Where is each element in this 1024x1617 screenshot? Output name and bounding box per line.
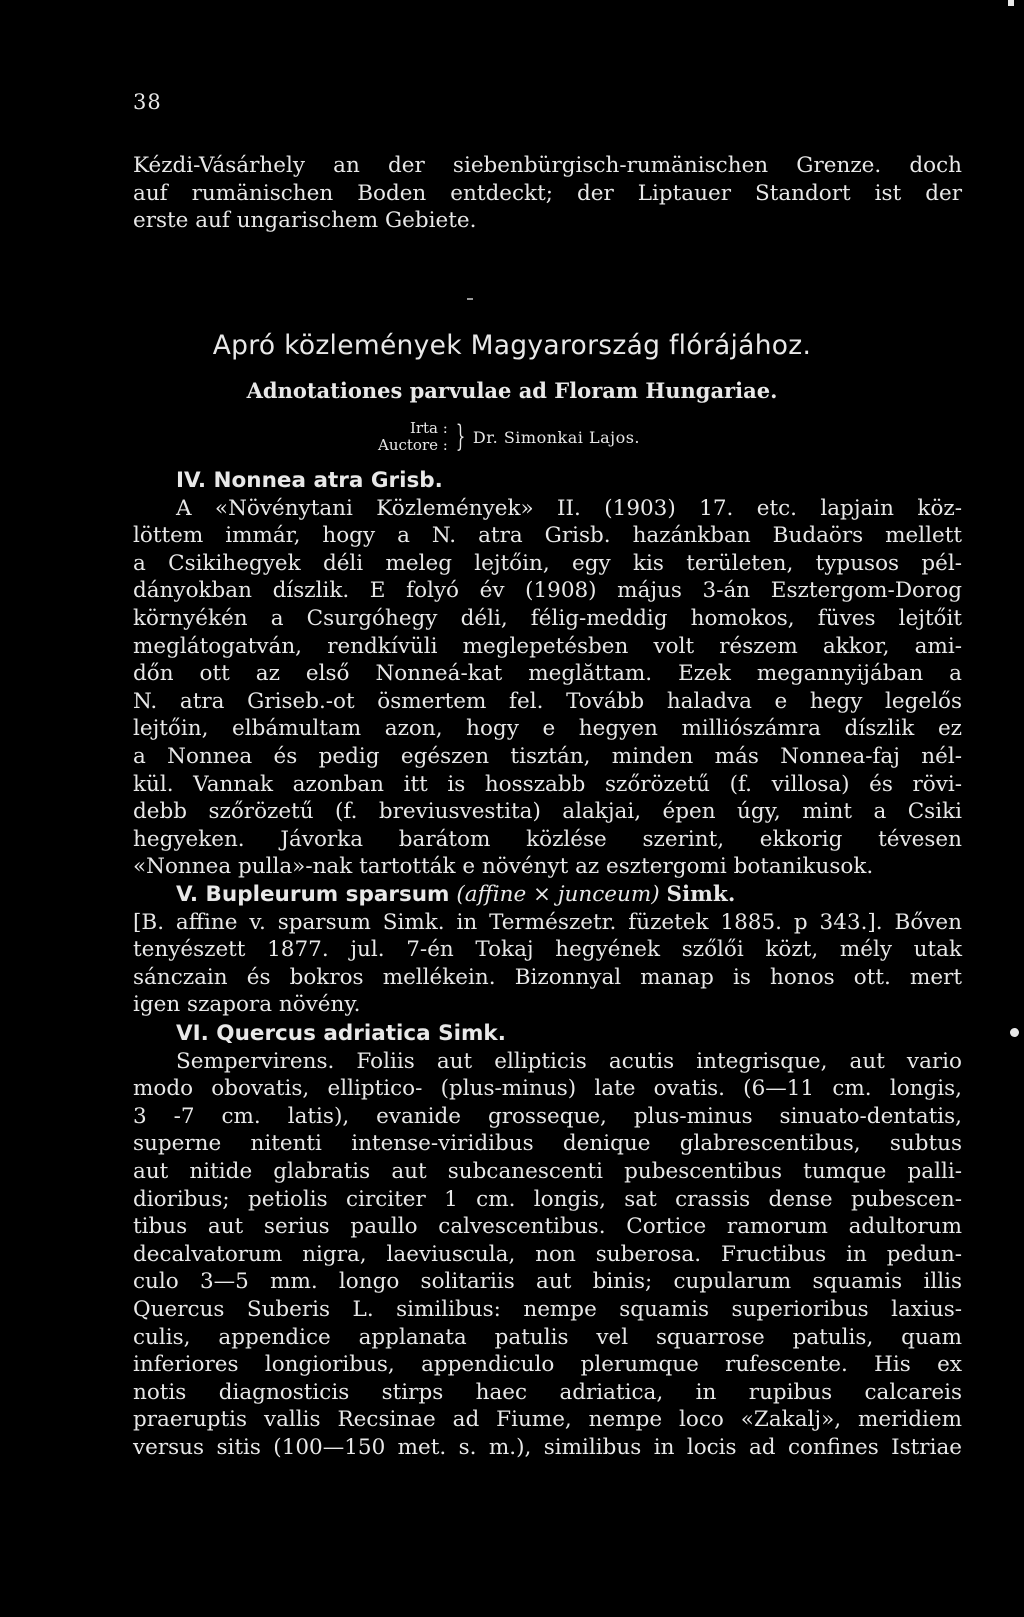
byline-role-hu: Irta : bbox=[409, 419, 448, 437]
section-iv bbox=[133, 467, 962, 881]
brace-icon: } bbox=[455, 419, 466, 454]
text-line: hegyeken. Jávorka barátom közlése szerint, ekkorig tévesen bbox=[133, 826, 962, 852]
text-line: 3 -7 cm. latis), evanide grosseque, plus-minus sinuato-dentatis, bbox=[133, 1103, 962, 1129]
byline-role-la: Auctore : bbox=[378, 436, 448, 454]
text-line: kül. Vannak azonban itt is hosszabb szőrözetű (f. villosa) és rövi- bbox=[133, 771, 962, 797]
article-title: Apró közlemények Magyarország flórájához. bbox=[212, 330, 812, 361]
separator-mark bbox=[467, 298, 473, 300]
text-line: «Nonnea pulla»-nak tartották e növényt az esztergomi botanikusok. bbox=[133, 854, 874, 880]
section-title-author: Simk. bbox=[666, 882, 736, 907]
intro-paragraph bbox=[133, 152, 962, 235]
text-line: löttem immár, hogy a N. atra Grisb. hazánkban Budaörs mellett bbox=[133, 523, 962, 549]
text-line: dőn ott az első Nonneá-kat meglăttam. Ezek megannyijában a bbox=[133, 661, 962, 687]
text-line: culo 3—5 mm. longo solitariis aut binis; cupularum squamis illis bbox=[133, 1269, 962, 1295]
page-number: 38 bbox=[133, 90, 162, 114]
text-line: Sempervirens. Foliis aut ellipticis acutis integrisque, aut vario bbox=[176, 1048, 962, 1074]
text-line: decalvatorum nigra, laeviuscula, non suberosa. Fructibus in pedun- bbox=[133, 1241, 962, 1267]
text-line: [B. affine v. sparsum Simk. in Természetr. füzetek 1885. p 343.]. Bőven bbox=[133, 909, 962, 935]
text-line: igen szapora növény. bbox=[133, 992, 361, 1018]
section-title: V. Bupleurum sparsum bbox=[176, 882, 450, 907]
section-title-note: (affine × junceum) bbox=[456, 882, 660, 907]
article-subtitle: Adnotationes parvulae ad Floram Hungariae. bbox=[246, 378, 778, 403]
text-line: tibus aut serius paullo calvescentibus. Cortice ramorum adultorum bbox=[133, 1214, 962, 1240]
text-line: versus sitis (100—150 met. s. m.), similibus in locis ad confines Istriae bbox=[133, 1434, 962, 1460]
text-line: dioribus; petiolis circiter 1 cm. longis, sat crassis dense pubescen- bbox=[133, 1186, 962, 1212]
text-line: dányokban díszlik. E folyó év (1908) május 3-án Esztergom-Dorog bbox=[133, 578, 962, 604]
text-line: N. atra Griseb.-ot ösmertem fel. Tovább haladva e hegy legelős bbox=[133, 688, 962, 714]
section-title: VI. Quercus adriatica Simk. bbox=[176, 1021, 506, 1046]
byline bbox=[378, 420, 640, 454]
text-line: sánczain és bokros mellékein. Bizonnyal manap is honos ott. mert bbox=[133, 964, 962, 990]
author-name: Dr. Simonkai Lajos. bbox=[472, 427, 640, 447]
section-vi bbox=[133, 1020, 962, 1462]
text-line: erste auf ungarischem Gebiete. bbox=[133, 208, 477, 234]
text-line: debb szőrözetű (f. breviusvestita) alakjai, épen úgy, mint a Csiki bbox=[133, 799, 962, 825]
margin-dot bbox=[1010, 1028, 1019, 1037]
text-line: superne nitenti intense-viridibus denique glabrescentibus, subtus bbox=[133, 1131, 962, 1157]
text-line: aut nitide glabratis aut subcanescenti pubescentibus tumque palli- bbox=[133, 1158, 962, 1184]
text-line: Quercus Suberis L. similibus: nempe squamis superioribus laxius- bbox=[133, 1296, 962, 1322]
text-line: culis, appendice applanata patulis vel squarrose patulis, quam bbox=[133, 1324, 962, 1350]
section-title: IV. Nonnea atra Grisb. bbox=[176, 468, 443, 493]
scan-mark bbox=[1008, 0, 1014, 6]
text-line: tenyészett 1877. jul. 7-én Tokaj hegyének szőlői közt, mély utak bbox=[133, 937, 962, 963]
text-line: környékén a Csurgóhegy déli, félig-meddig homokos, füves lejtőit bbox=[133, 605, 962, 631]
text-line: notis diagnosticis stirps haec adriatica, in rupibus calcareis bbox=[133, 1379, 962, 1405]
text-line: a Csikihegyek déli meleg lejtőin, egy kis területen, typusos pél- bbox=[133, 550, 962, 576]
text-line: praeruptis vallis Recsinae ad Fiume, nempe loco «Zakalj», meridiem bbox=[133, 1407, 962, 1433]
byline-roles bbox=[378, 420, 448, 454]
text-line: Kézdi-Vásárhely an der siebenbürgisch-rumänischen Grenze. doch bbox=[133, 153, 962, 178]
text-line: inferiores longioribus, appendiculo plerumque rufescente. His ex bbox=[133, 1352, 962, 1378]
text-line: A «Növénytani Közlemények» II. (1903) 17. etc. lapjain köz- bbox=[176, 495, 962, 521]
text-line: modo obovatis, elliptico- (plus-minus) late ovatis. (6—11 cm. longis, bbox=[133, 1076, 962, 1102]
text-line: auf rumänischen Boden entdeckt; der Liptauer Standort ist der bbox=[133, 180, 962, 206]
section-v bbox=[133, 881, 962, 1019]
text-line: meglátogatván, rendkívüli meglepetésben volt részem akkor, ami- bbox=[133, 633, 962, 659]
text-line: a Nonnea és pedig egészen tisztán, minden más Nonnea-faj nél- bbox=[133, 743, 962, 769]
section-title-line bbox=[133, 881, 962, 909]
text-line: lejtőin, elbámultam azon, hogy e hegyen milliószámra díszlik ez bbox=[133, 716, 962, 742]
